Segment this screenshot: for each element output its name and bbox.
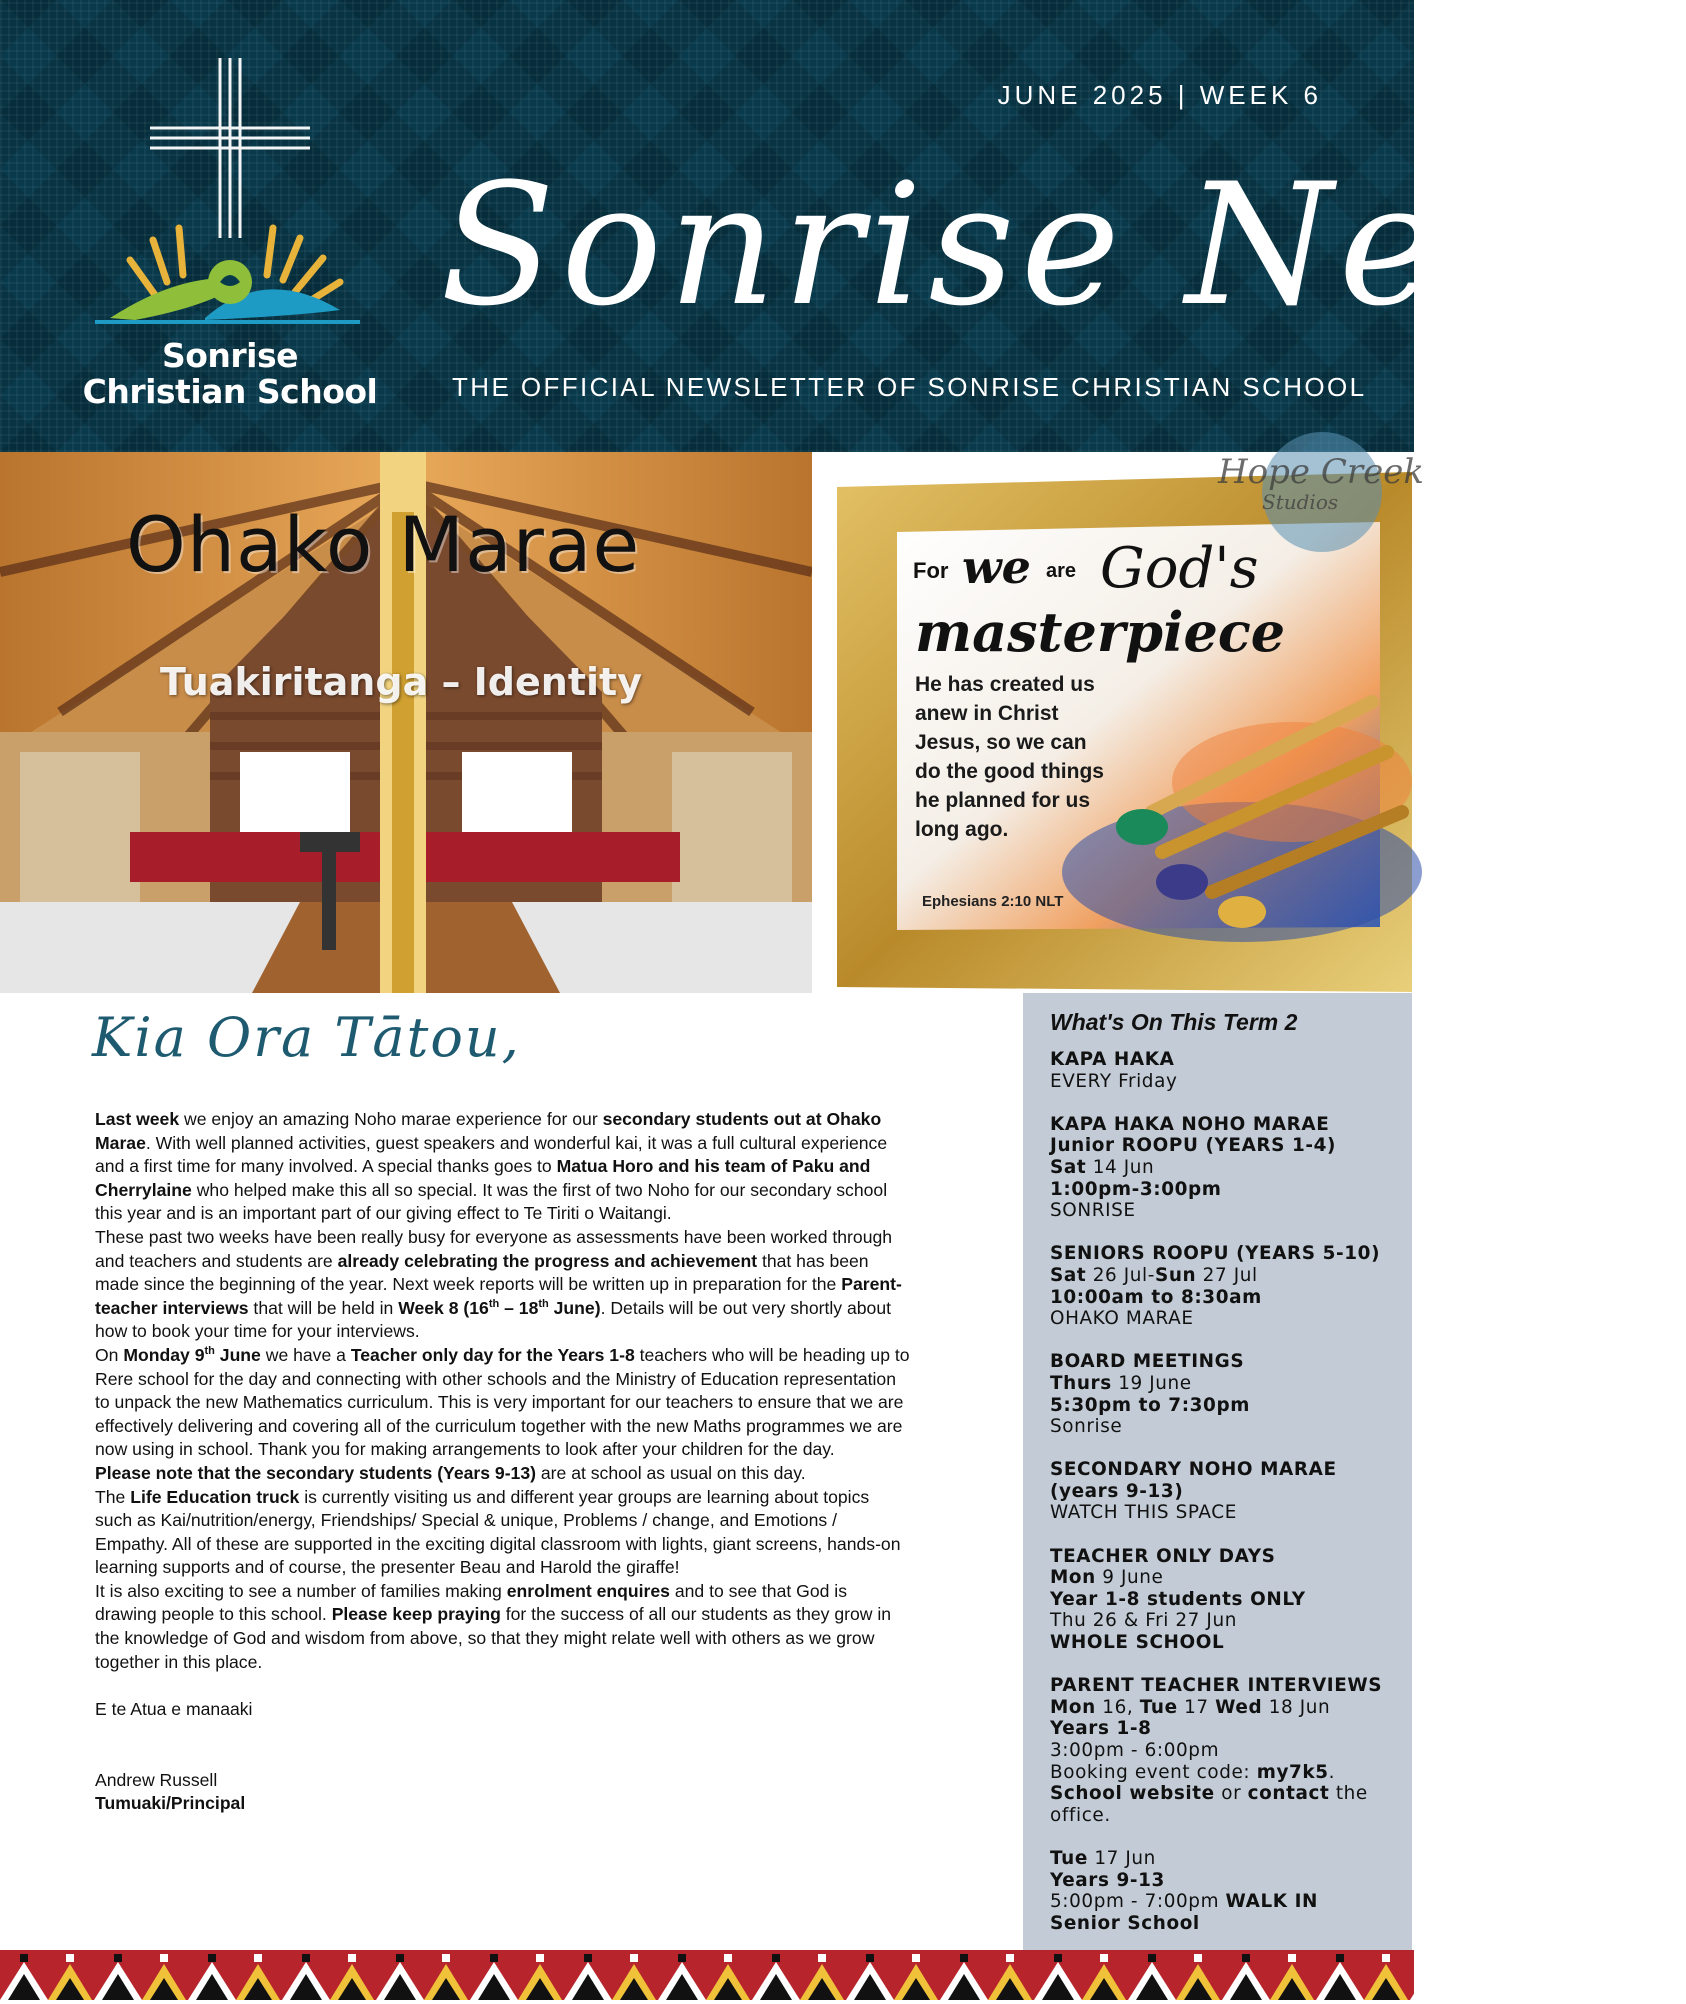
watermark-text: Hope Creek [1218,452,1424,492]
whats-on-list [1050,1008,1400,1956]
school-logo-name [70,338,390,410]
edition-date: JUNE 2025 | WEEK 6 [997,80,1322,110]
verse-word-we: we [962,540,1031,594]
verse-body: He has created us anew in Christ Jesus, so we can do the good things he planned for us long ago. [915,673,1104,841]
sunrise-logo-icon [95,220,360,330]
verse-word-gods: God's [1100,536,1259,601]
letter-paragraph-3: On Monday 9th June we have a Teacher only day for the Years 1-8 teachers who will be heading up to Rere school for the day and connecting with other schools and the Ministry of Education representation to unpack the new Mathematics curriculum. This is very important for our teachers to ensure that we are effectively delivering and covering all of the curriculum together with the new Maths programmes we are now using in school. Thank you for making arrangements to look after your children for the day. [95,1344,910,1460]
event-senior-interviews: Tue 17 Jun Years 9-13 5:00pm - 7:00pm WALK IN Senior School [1050,1847,1319,1934]
signoff-name: Andrew Russell [95,1769,218,1790]
marae-title: Ohako Marae [126,500,641,589]
letter-greeting: Kia Ora Tātou, [92,1006,521,1069]
marae-subtitle: Tuakiritanga – Identity [160,660,642,704]
whats-on-title: What's On This Term 2 [1050,1009,1298,1035]
masthead-subtitle: THE OFFICIAL NEWSLETTER OF SONRISE CHRISTIAN SCHOOL [452,372,1367,402]
cross-icon [150,58,310,238]
verse-reference: Ephesians 2:10 NLT [922,893,1064,910]
letter-paragraph-1: Last week we enjoy an amazing Noho marae experience for our secondary students out at Ohako Marae. With well planned activities, guest speakers and wonderful kai, it was a full cultural experience and a first time for many involved. A special thanks goes to Matua Horo and his team of Paku and Cherrylaine who helped make this all so special. It was the first of two Noho for our secondary school this year and is an important part of our giving effect to Te Tiriti o Waitangi. [95,1109,888,1224]
letter-paragraph-2: These past two weeks have been really busy for everyone as assessments have been worked through and teachers and students are already celebrating the progress and achievement that has been made since the beginning of the year. Next week reports will be written up in preparation for the Parent-teacher interviews that will be held in Week 8 (16th – 18th June). Details will be out very shortly about how to book your time for your interviews. [95,1226,902,1342]
verse-word-masterpiece: masterpiece [915,600,1286,664]
letter-blessing: E te Atua e manaaki [95,1698,253,1719]
taniko-border [0,1950,1414,2000]
event-kapa-haka: KAPA HAKA EVERY Friday [1050,1049,1178,1092]
event-noho-marae: KAPA HAKA NOHO MARAE Junior ROOPU (YEARS 1-4) Sat 14 Jun 1:00pm-3:00pm SONRISE [1050,1113,1337,1222]
newsletter-header [0,0,1686,452]
masthead-title: Sonrise News [440,147,1686,343]
event-secondary-noho: SECONDARY NOHO MARAE (years 9-13) WATCH THIS SPACE [1050,1459,1337,1524]
letter-paragraph-5: The Life Education truck is currently visiting us and different year groups are learning about topics such as Kai/nutrition/energy, Friendships/ Special & unique, Problems / change, and Emotions / Empathy. All of these are supported in the exciting digital classroom with lights, giant screens, hands-on learning supports and of course, the presenter Beau and Harold the giraffe! [95,1486,901,1578]
watermark-subtext: Studios [1262,490,1339,514]
event-parent-teacher-interviews: PARENT TEACHER INTERVIEWS Mon 16, Tue 17 Wed 18 Jun Years 1-8 3:00pm - 6:00pm Booking event code: my7k5. School website or contact the office. [1050,1675,1383,1826]
letter-paragraph-4: Please note that the secondary students (Years 9-13) are at school as usual on this day. [95,1462,806,1483]
event-board-meetings: BOARD MEETINGS Thurs 19 June 5:30pm to 7:30pm Sonrise [1050,1351,1250,1438]
letter-paragraph-6: It is also exciting to see a number of families making enrolment enquires and to see that God is drawing people to this school. Please keep praying for the success of all our students as they grow in the knowledge of God and wisdom from above, so that they might relate well with others as we grow together in this place. [95,1580,892,1672]
verse-word-for: For [913,558,949,583]
verse-word-are: are [1046,560,1077,582]
signoff-title: Tumuaki/Principal [95,1793,246,1814]
event-seniors-roopu: SENIORS ROOPU (YEARS 5-10) Sat 26 Jul-Sun 27 Jul 10:00am to 8:30am OHAKO MARAE [1050,1243,1381,1330]
school-name-line2: Christian School [82,372,378,411]
school-name-line1: Sonrise [161,336,299,375]
event-teacher-only-days: TEACHER ONLY DAYS Mon 9 June Year 1-8 students ONLY Thu 26 & Fri 27 Jun WHOLE SCHOOL [1050,1545,1306,1654]
principal-letter [95,1108,911,1816]
